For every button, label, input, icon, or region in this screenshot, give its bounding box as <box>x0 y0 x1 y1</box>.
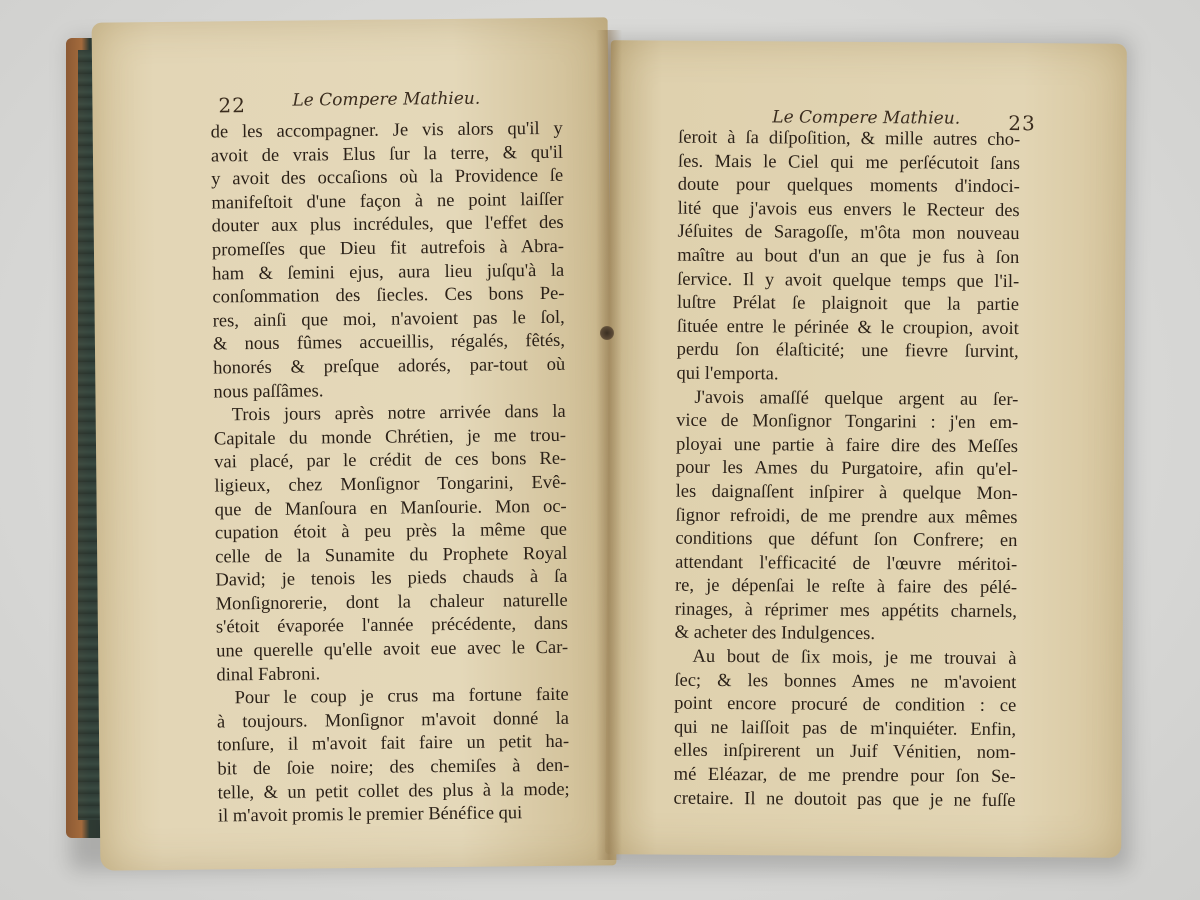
text-line: perdu ſon élaſticité; une fievre ſurvint, <box>676 340 1019 363</box>
text-line: vai placé, par le crédit de ces bons Re- <box>214 449 567 473</box>
text-line: point encore procuré de condition : ce <box>674 693 1017 717</box>
text-line: Au bout de ſix mois, je me trouvai à <box>692 646 1017 670</box>
text-line: pour les Ames du Purgatoire, afin qu'el- <box>675 457 1018 481</box>
text-line: nous paſſâmes. <box>213 380 324 402</box>
text-line: avoit de vrais Elus ſur la terre, & qu'il <box>210 142 564 167</box>
text-line: manifeſtoit d'une façon à ne point laiſſer <box>211 189 564 214</box>
text-line: bit de ſoie noire; des chemiſes à den- <box>217 755 570 780</box>
text-line: qui l'emporta. <box>676 363 779 385</box>
text-line: honorés & preſque adorés, par-tout où <box>213 354 566 379</box>
text-line: tonſure, il m'avoit fait faire un petit ha- <box>217 732 570 756</box>
text-line: telle, & un petit collet des plus à la mode; <box>217 779 570 804</box>
text-line: ham & ſemini ejus, aura lieu juſqu'à la <box>212 260 565 285</box>
text-line: David; je tenois les pieds chauds à ſa <box>215 567 568 591</box>
right-page-number: 23 <box>1008 110 1036 136</box>
text-line: & acheter des Indulgences. <box>674 623 876 645</box>
text-line: cretaire. Il ne doutoit pas que je ne fuſſe <box>673 788 1016 811</box>
text-line: vice de Monſignor Tongarini : j'en em- <box>676 410 1019 434</box>
text-line: res, ainſi que moi, n'avoient pas le ſol, <box>212 307 565 332</box>
text-line: il m'avoit promis le premier Bénéfice qui <box>217 803 523 827</box>
text-line: doute pour quelques moments d'indoci- <box>677 174 1020 198</box>
text-line: maître au bout d'un an que je fus à ſon <box>677 245 1020 269</box>
text-line: luſtre Prélat ſe plaignoit que la partie <box>676 292 1020 316</box>
text-line: celle de la Sunamite du Prophete Royal <box>215 543 568 568</box>
text-line: ſec; & les bonnes Ames ne m'avoient <box>674 670 1017 693</box>
text-line: que de Manſoura en Manſourie. Mon oc- <box>214 496 567 520</box>
text-line: ſituée entre le périnée & le croupion, avoit <box>676 316 1019 339</box>
left-running-title: Le Compere Mathieu. <box>292 88 481 111</box>
text-line: à toujours. Monſignor m'avoit donné la <box>216 708 569 733</box>
text-line: conditions que défunt ſon Confrere; en <box>675 528 1018 552</box>
text-line: ployai une partie à faire dire des Meſſes <box>675 434 1019 457</box>
text-line: de les accompagner. Je vis alors qu'il y <box>210 118 563 143</box>
text-line: cupation étoit à peu près la même que <box>214 519 568 544</box>
text-line: elles inſpirerent un Juif Vénitien, nom- <box>673 741 1016 764</box>
text-line: re, je dépenſai le reſte à faire des pélé- <box>674 575 1018 599</box>
text-line: lité que j'avois eus envers le Recteur des <box>677 198 1020 221</box>
book-gutter <box>596 30 622 860</box>
left-page-text <box>211 118 570 829</box>
left-page-number: 22 <box>218 93 247 118</box>
text-line: promeſſes que Dieu fit autrefois à Abra- <box>211 236 565 261</box>
text-line: une querelle qu'elle avoit eue avec le Car- <box>216 637 569 662</box>
text-line: ligieux, chez Monſignor Tongarini, Evê- <box>214 472 567 497</box>
text-line: Monſignorerie, dont la chaleur naturelle <box>215 590 568 615</box>
text-line: ſeroit à ſa diſpoſition, & mille autres cho- <box>678 127 1021 151</box>
text-line: ſervice. Il y avoit quelque temps que l'il- <box>677 269 1020 292</box>
text-line: attendant l'efficacité de l'œuvre méritoi- <box>675 552 1018 575</box>
text-line: rinages, à réprimer mes appétits charnels, <box>674 599 1017 622</box>
right-running-title: Le Compere Mathieu. <box>772 107 961 129</box>
text-line: ſes. Mais le Ciel qui me perſécutoit ſans <box>677 151 1021 174</box>
text-line: s'étoit évaporée l'année précédente, dans <box>215 614 569 638</box>
text-line: conſommation des ſiecles. Ces bons Pe- <box>212 283 565 308</box>
text-line: ſignor refroidi, de me prendre aux mêmes <box>675 505 1018 528</box>
text-line: Jéſuites de Saragoſſe, m'ôta mon nouveau <box>677 222 1020 245</box>
right-page <box>605 40 1127 858</box>
text-line: douter aux plus incrédules, que l'effet des <box>211 213 564 237</box>
text-line: & nous fûmes accueillis, régalés, fêtés, <box>212 331 566 355</box>
text-line: J'avois amaſſé quelque argent au ſer- <box>694 387 1019 410</box>
text-line: dinal Fabroni. <box>216 664 321 686</box>
text-line: les daignaſſent inſpirer à quelque Mon- <box>675 481 1018 504</box>
right-page-text <box>673 127 1020 814</box>
text-line: qui ne laiſſoit pas de m'inquiéter. Enfin, <box>673 717 1017 740</box>
text-line: Capitale du monde Chrétien, je me trou- <box>213 425 567 450</box>
text-line: Trois jours après notre arrivée dans la <box>231 401 566 426</box>
text-line: Pour le coup je crus ma fortune faite <box>234 685 569 709</box>
text-line: mé Eléazar, de me prendre pour ſon Se- <box>673 764 1016 788</box>
left-page <box>92 17 617 870</box>
binding-thread-hole <box>600 326 614 340</box>
text-line: y avoit des occaſions où la Providence ſe <box>211 165 564 190</box>
